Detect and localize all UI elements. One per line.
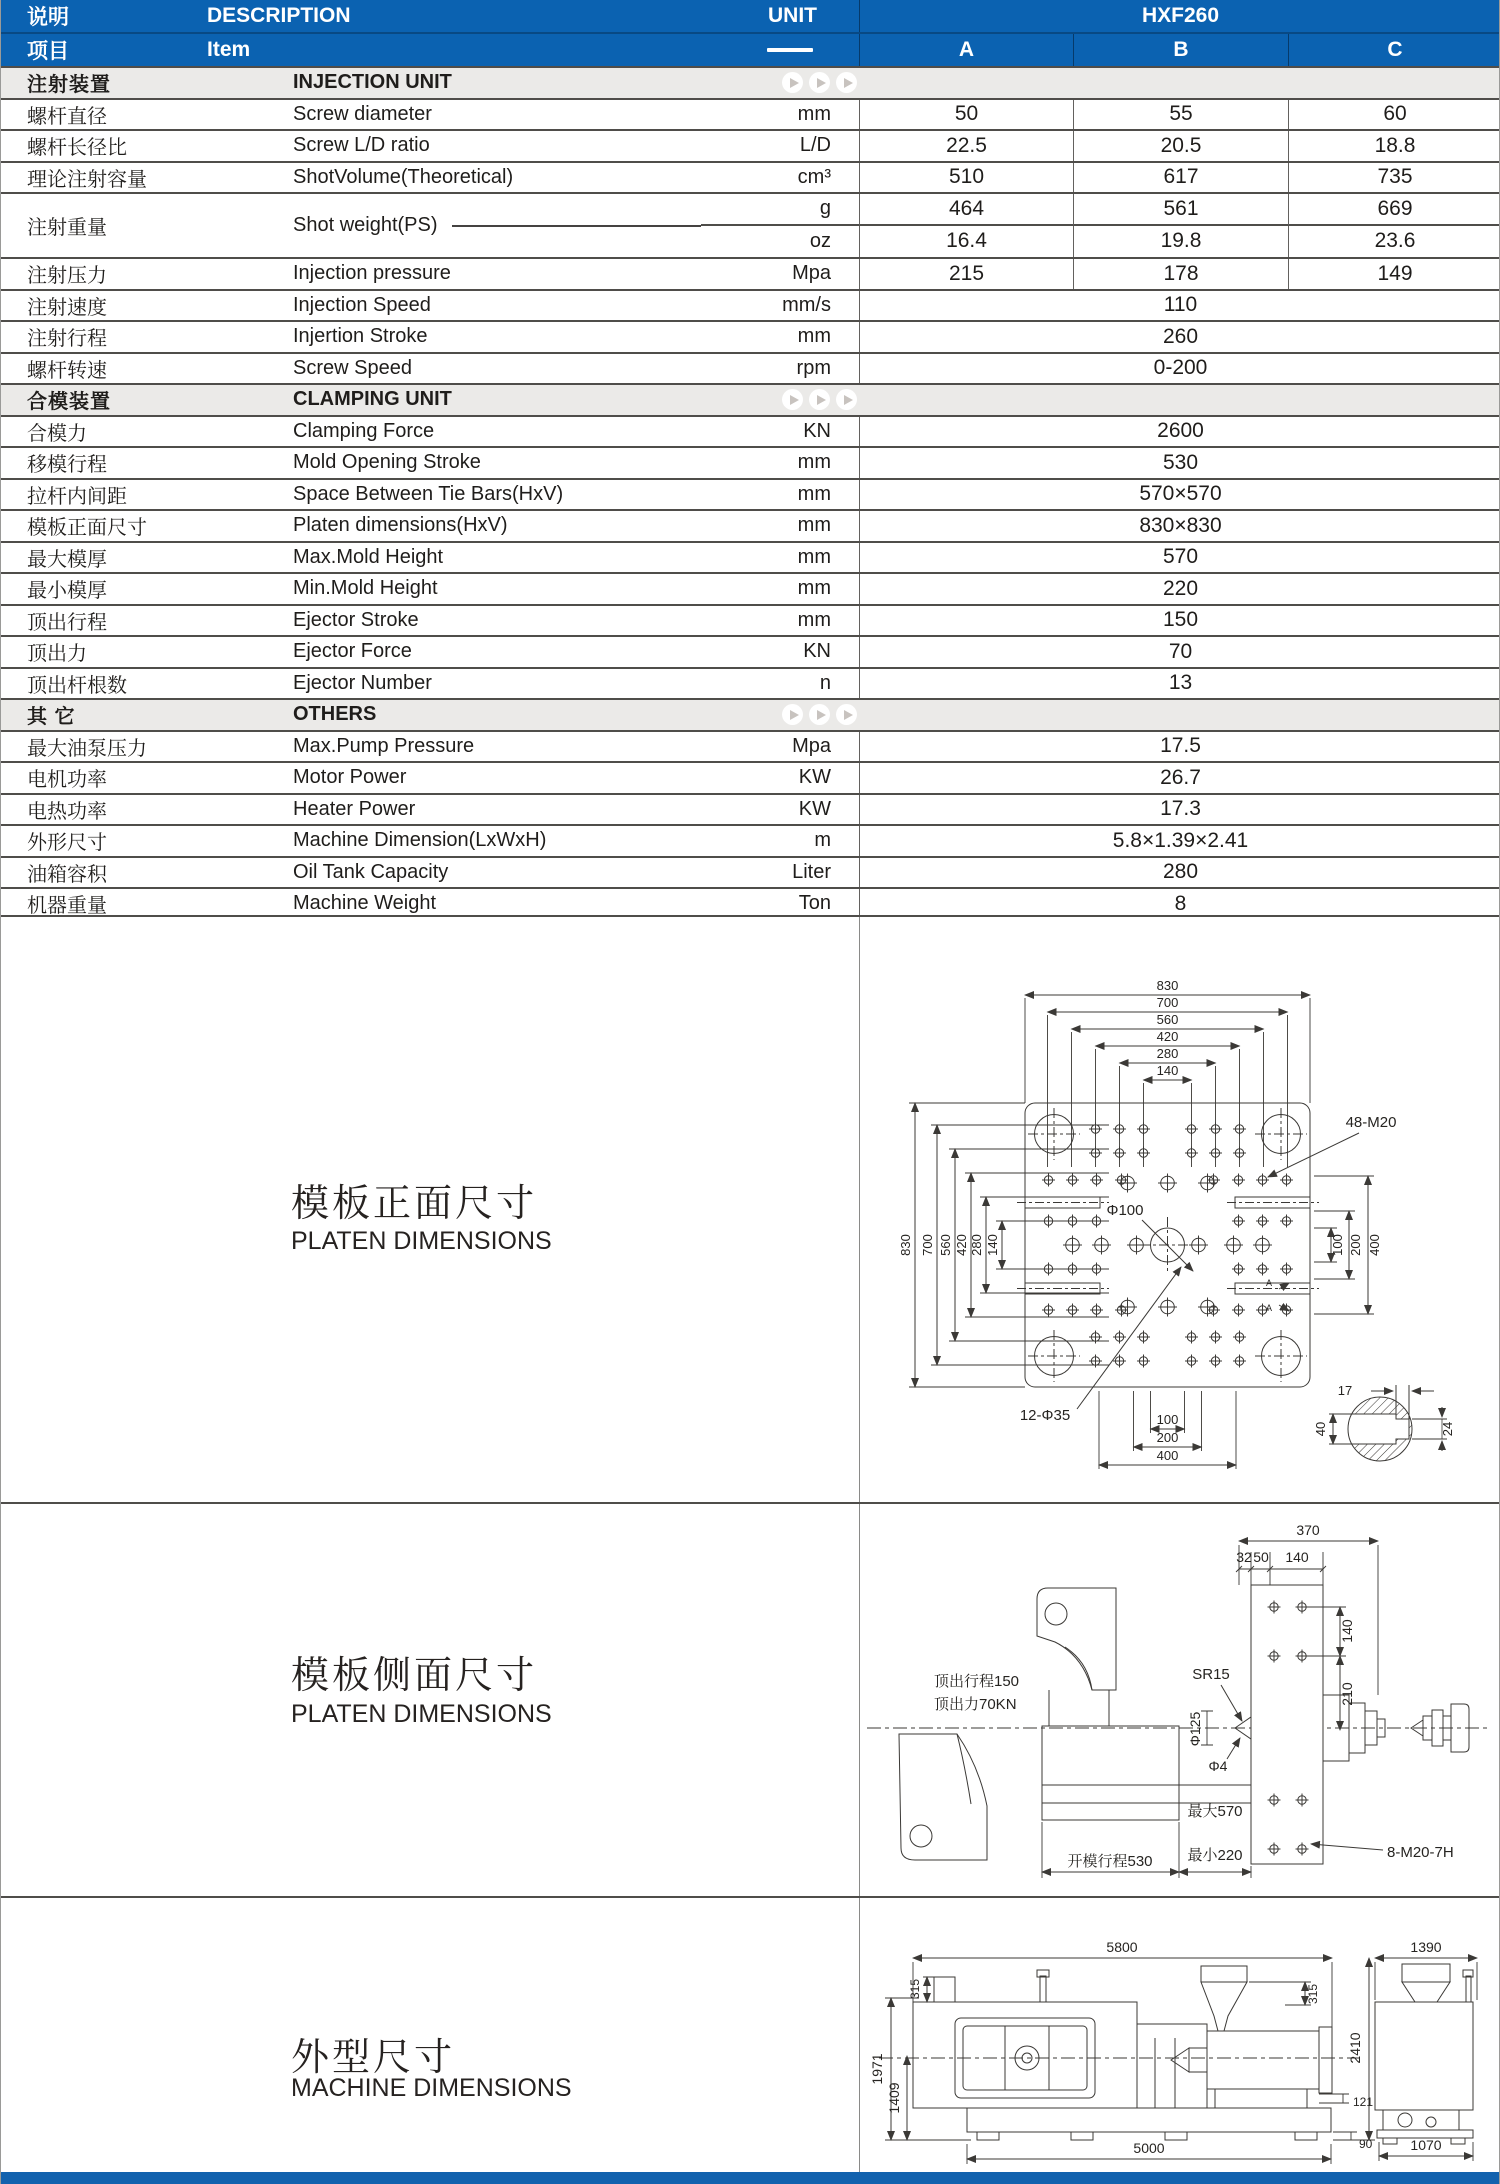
machine-dimensions-drawing bbox=[859, 1898, 1500, 2172]
dim-121: 121 bbox=[1353, 2095, 1374, 2109]
row-label-zh: 注射重量 bbox=[27, 217, 107, 239]
platen-side-section bbox=[1, 1502, 1500, 1896]
dim-5800: 5800 bbox=[1106, 1939, 1138, 1955]
dim-top-280: 280 bbox=[1156, 1045, 1179, 1061]
header-col-c: C bbox=[1288, 34, 1500, 66]
callout-phi100: Φ100 bbox=[1106, 1201, 1144, 1219]
section-injection-unit bbox=[1, 66, 1500, 98]
value-c: 735 bbox=[1288, 163, 1500, 193]
row-unit: rpm bbox=[796, 356, 831, 379]
machine-geometry bbox=[879, 1964, 1473, 2144]
row-label-en: Injertion Stroke bbox=[293, 325, 428, 348]
row-label-en: Mold Opening Stroke bbox=[293, 451, 481, 474]
row-label-zh: 机器重量 bbox=[27, 895, 107, 918]
row-label-zh: 注射速度 bbox=[27, 296, 107, 319]
row-label-zh: 拉杆内间距 bbox=[27, 485, 127, 508]
section-label-zh: 注射装置 bbox=[27, 74, 111, 97]
row-unit: mm bbox=[797, 545, 831, 568]
row-unit: mm bbox=[797, 577, 831, 600]
dim-210: 210 bbox=[1339, 1682, 1355, 1706]
row-label-zh: 理论注射容量 bbox=[27, 168, 147, 191]
value-span: 17.5 bbox=[859, 732, 1500, 762]
row-unit: L/D bbox=[799, 134, 831, 157]
row-label-en: Ejector Stroke bbox=[293, 608, 419, 631]
row-label-en: Motor Power bbox=[293, 766, 407, 789]
table-row bbox=[1, 98, 1500, 130]
value-span: 280 bbox=[859, 858, 1500, 888]
callout-leaders bbox=[1077, 1133, 1359, 1409]
row-label-zh: 最大油泵压力 bbox=[27, 737, 147, 760]
table-row bbox=[1, 289, 1500, 321]
row-unit: Liter bbox=[792, 860, 831, 883]
row-unit: mm bbox=[797, 325, 831, 348]
row-label-en: Injection pressure bbox=[293, 262, 451, 285]
row-unit: m bbox=[814, 829, 831, 852]
section-clamping-unit bbox=[1, 383, 1500, 415]
table-row bbox=[1, 824, 1500, 856]
row-label-zh: 顶出行程 bbox=[27, 611, 107, 634]
dim-right-400: 400 bbox=[1367, 1233, 1382, 1256]
table-row-shot-weight bbox=[1, 192, 1500, 257]
row-label-en: Machine Dimension(LxWxH) bbox=[293, 829, 547, 852]
value-b: 561 bbox=[1073, 194, 1288, 226]
row-label-zh: 顶出杆根数 bbox=[27, 674, 127, 697]
diagram-title-zh: 外型尺寸 bbox=[291, 2037, 456, 2079]
section-mark-a1: A bbox=[1265, 1277, 1273, 1288]
row-label-zh: 最大模厚 bbox=[27, 548, 107, 571]
leader-line bbox=[452, 225, 701, 227]
row-label-en: Min.Mold Height bbox=[293, 577, 438, 600]
dimension-lines bbox=[915, 995, 1368, 1465]
label-phi4: Φ4 bbox=[1208, 1758, 1228, 1774]
dim-top-560: 560 bbox=[1156, 1011, 1179, 1027]
table-row bbox=[1, 161, 1500, 193]
row-unit: Mpa bbox=[792, 734, 831, 757]
value-span: 13 bbox=[859, 669, 1500, 699]
row-unit: KN bbox=[803, 419, 831, 442]
row-label-zh: 最小模厚 bbox=[27, 580, 107, 603]
label-sr15: SR15 bbox=[1192, 1666, 1230, 1683]
dim-left-420: 420 bbox=[954, 1233, 969, 1256]
dim-right-100: 100 bbox=[1330, 1233, 1345, 1256]
row-label-en: Ejector Force bbox=[293, 640, 412, 663]
row-unit-g: g bbox=[701, 194, 859, 226]
row-label-zh: 螺杆长径比 bbox=[27, 137, 127, 160]
section-label-zh: 其 它 bbox=[27, 706, 76, 729]
machine-extension-lines bbox=[885, 1962, 1477, 2164]
dim-top-420: 420 bbox=[1156, 1028, 1179, 1044]
callout-48-M20: 48-M20 bbox=[1345, 1113, 1397, 1131]
dim-left-830: 830 bbox=[898, 1233, 913, 1256]
row-label-en: Screw diameter bbox=[293, 102, 432, 125]
diagram-title-zh: 模板侧面尺寸 bbox=[291, 1655, 538, 1697]
section-label-en: CLAMPING UNIT bbox=[293, 388, 452, 411]
chevrons-icon bbox=[782, 389, 859, 410]
chevrons-icon bbox=[782, 704, 859, 725]
machine-dimensions-section bbox=[1, 1896, 1500, 2172]
row-unit: Ton bbox=[798, 892, 831, 915]
platen-side-label-pane bbox=[1, 1504, 860, 1896]
value-span: 830×830 bbox=[859, 511, 1500, 541]
platen-side-drawing bbox=[859, 1504, 1500, 1896]
dim-top-700: 700 bbox=[1156, 994, 1179, 1010]
value-span: 70 bbox=[859, 637, 1500, 667]
value-a: 215 bbox=[859, 259, 1073, 289]
dim-1409: 1409 bbox=[886, 2082, 902, 2114]
dim-2410: 2410 bbox=[1347, 2032, 1363, 2064]
row-label-zh: 注射压力 bbox=[27, 265, 107, 288]
header-col-a: A bbox=[859, 34, 1073, 66]
dim-bottom-200: 200 bbox=[1156, 1429, 1179, 1445]
value-span: 8 bbox=[859, 889, 1500, 919]
header-item: Item bbox=[207, 38, 251, 61]
value-span: 17.3 bbox=[859, 795, 1500, 825]
value-span: 2600 bbox=[859, 417, 1500, 447]
value-span: 570×570 bbox=[859, 480, 1500, 510]
row-unit: cm³ bbox=[797, 165, 831, 188]
row-label-en: ShotVolume(Theoretical) bbox=[293, 165, 514, 188]
table-row bbox=[1, 856, 1500, 888]
dim-left-560: 560 bbox=[938, 1233, 953, 1256]
label-min-220: 最小220 bbox=[1187, 1847, 1243, 1864]
row-label-zh: 电机功率 bbox=[27, 769, 107, 792]
dimension-labels bbox=[898, 978, 1455, 1463]
side-dimension-lines bbox=[1042, 1541, 1378, 1872]
row-label-en: Platen dimensions(HxV) bbox=[293, 514, 508, 537]
dim-370: 370 bbox=[1296, 1522, 1320, 1538]
row-label-zh: 螺杆转速 bbox=[27, 359, 107, 382]
dim-140-right: 140 bbox=[1339, 1619, 1355, 1643]
table-row bbox=[1, 129, 1500, 161]
row-label-en bbox=[281, 214, 701, 237]
row-unit: Mpa bbox=[792, 262, 831, 285]
table-row bbox=[1, 415, 1500, 447]
dim-top-140: 140 bbox=[1156, 1062, 1179, 1078]
header-model: HXF260 bbox=[859, 0, 1500, 32]
section-mark-a2: A bbox=[1265, 1302, 1273, 1313]
dim-1971: 1971 bbox=[869, 2053, 885, 2085]
value-span: 220 bbox=[859, 574, 1500, 604]
value-c: 18.8 bbox=[1288, 131, 1500, 161]
header-col-b: B bbox=[1073, 34, 1288, 66]
row-label-zh: 螺杆直径 bbox=[27, 105, 107, 128]
row-label-en: Oil Tank Capacity bbox=[293, 860, 449, 883]
spec-table bbox=[1, 0, 1500, 919]
table-row bbox=[1, 635, 1500, 667]
diagram-title-en: PLATEN DIMENSIONS bbox=[291, 1226, 552, 1255]
value-b: 55 bbox=[1073, 100, 1288, 130]
platen-front-label-pane bbox=[1, 917, 860, 1503]
table-row bbox=[1, 667, 1500, 699]
dim-right-200: 200 bbox=[1348, 1233, 1363, 1256]
table-header-row-2 bbox=[1, 32, 1500, 66]
row-label-en: Heater Power bbox=[293, 797, 416, 820]
dim-32: 32 bbox=[1236, 1549, 1252, 1565]
chevrons-icon bbox=[782, 72, 859, 93]
extension-lines bbox=[909, 998, 1374, 1469]
header-zh-2: 项目 bbox=[27, 40, 69, 63]
diagram-title-en: MACHINE DIMENSIONS bbox=[291, 2074, 572, 2102]
row-unit: KN bbox=[803, 640, 831, 663]
dim-315-left: 315 bbox=[908, 1978, 922, 2000]
value-b: 617 bbox=[1073, 163, 1288, 193]
value-a: 22.5 bbox=[859, 131, 1073, 161]
row-label-en: Max.Mold Height bbox=[293, 545, 444, 568]
value-a: 510 bbox=[859, 163, 1073, 193]
table-row bbox=[1, 320, 1500, 352]
row-label-zh: 模板正面尺寸 bbox=[27, 517, 147, 540]
section-others bbox=[1, 698, 1500, 730]
value-span: 570 bbox=[859, 543, 1500, 573]
label-max-570: 最大570 bbox=[1187, 1803, 1243, 1820]
row-unit: mm bbox=[797, 482, 831, 505]
side-labels bbox=[934, 1522, 1454, 1870]
dim-top-830: 830 bbox=[1156, 977, 1179, 993]
row-label-en: Ejector Number bbox=[293, 671, 432, 694]
plate-geometry bbox=[1017, 1103, 1319, 1387]
shot-weight-text: Shot weight(PS) bbox=[293, 214, 438, 236]
row-label-en: Space Between Tie Bars(HxV) bbox=[293, 482, 564, 505]
value-b: 19.8 bbox=[1073, 226, 1288, 258]
detail-dim-24: 24 bbox=[1440, 1421, 1455, 1436]
table-row bbox=[1, 793, 1500, 825]
unit-dash bbox=[767, 48, 813, 52]
label-ejector-stroke: 顶出行程150 bbox=[934, 1673, 1020, 1690]
value-span: 0-200 bbox=[859, 354, 1500, 384]
table-row bbox=[1, 572, 1500, 604]
table-row bbox=[1, 604, 1500, 636]
row-label-en: Injection Speed bbox=[293, 293, 431, 316]
side-geometry bbox=[867, 1585, 1489, 1864]
platen-front-drawing bbox=[859, 917, 1500, 1502]
row-label-en: Max.Pump Pressure bbox=[293, 734, 475, 757]
label-phi125: Φ125 bbox=[1187, 1711, 1203, 1747]
row-label-zh: 油箱容积 bbox=[27, 863, 107, 886]
row-unit: mm bbox=[797, 514, 831, 537]
value-a: 464 bbox=[859, 194, 1073, 226]
table-row bbox=[1, 478, 1500, 510]
value-c: 669 bbox=[1288, 194, 1500, 226]
dim-5000: 5000 bbox=[1133, 2140, 1165, 2156]
dim-50: 50 bbox=[1253, 1549, 1269, 1565]
detail-dim-17: 17 bbox=[1337, 1382, 1353, 1398]
callout-12-phi35: 12-Φ35 bbox=[1019, 1406, 1071, 1424]
row-unit-oz: oz bbox=[809, 229, 831, 252]
value-a: 50 bbox=[859, 100, 1073, 130]
value-span: 110 bbox=[859, 291, 1500, 321]
row-label-en: Machine Weight bbox=[293, 892, 437, 915]
table-row bbox=[1, 257, 1500, 289]
row-label-en: Screw Speed bbox=[293, 356, 412, 379]
row-label-zh: 外形尺寸 bbox=[27, 832, 107, 855]
section-label-en: INJECTION UNIT bbox=[293, 71, 452, 94]
diagrams-area bbox=[1, 915, 1500, 2173]
table-row bbox=[1, 541, 1500, 573]
row-unit: mm/s bbox=[782, 293, 831, 316]
label-8-M20-7H: 8-M20-7H bbox=[1387, 1844, 1454, 1861]
header-description: DESCRIPTION bbox=[207, 4, 351, 27]
row-unit: KW bbox=[798, 766, 831, 789]
dim-315-right: 315 bbox=[1306, 1983, 1320, 2005]
row-unit: mm bbox=[797, 608, 831, 631]
row-label-zh: 电热功率 bbox=[27, 800, 107, 823]
value-span: 5.8×1.39×2.41 bbox=[859, 826, 1500, 856]
dim-90: 90 bbox=[1359, 2137, 1373, 2151]
row-unit: mm bbox=[797, 102, 831, 125]
row-unit: n bbox=[819, 671, 831, 694]
value-b: 178 bbox=[1073, 259, 1288, 289]
dim-bottom-100: 100 bbox=[1156, 1411, 1179, 1427]
table-row bbox=[1, 761, 1500, 793]
dim-left-280: 280 bbox=[969, 1233, 984, 1256]
row-label-zh: 移模行程 bbox=[27, 454, 107, 477]
label-opening-stroke: 开模行程530 bbox=[1067, 1853, 1153, 1870]
value-a: 16.4 bbox=[859, 226, 1073, 258]
value-span: 260 bbox=[859, 322, 1500, 352]
value-c: 60 bbox=[1288, 100, 1500, 130]
value-b: 20.5 bbox=[1073, 131, 1288, 161]
value-c: 23.6 bbox=[1288, 226, 1500, 258]
row-label-zh: 合模力 bbox=[27, 422, 87, 445]
row-label-zh: 顶出力 bbox=[27, 643, 87, 666]
row-label-en: Clamping Force bbox=[293, 419, 435, 442]
row-label-zh: 注射行程 bbox=[27, 328, 107, 351]
side-extension-lines bbox=[1042, 1545, 1378, 1878]
dim-1070: 1070 bbox=[1410, 2137, 1442, 2153]
table-header-row-1 bbox=[1, 0, 1500, 32]
value-span: 530 bbox=[859, 448, 1500, 478]
section-label-zh: 合模装置 bbox=[27, 391, 111, 414]
bottom-accent-bar bbox=[1, 2172, 1499, 2184]
dim-1390: 1390 bbox=[1410, 1939, 1442, 1955]
table-row bbox=[1, 446, 1500, 478]
value-c: 149 bbox=[1288, 259, 1500, 289]
table-row bbox=[1, 509, 1500, 541]
dim-left-140: 140 bbox=[985, 1233, 1000, 1256]
label-ejector-force: 顶出力70KN bbox=[934, 1696, 1017, 1713]
row-unit: KW bbox=[798, 797, 831, 820]
header-unit: UNIT bbox=[768, 4, 817, 27]
dim-left-700: 700 bbox=[920, 1233, 935, 1256]
diagram-title-zh: 模板正面尺寸 bbox=[291, 1182, 538, 1225]
dim-140-top: 140 bbox=[1285, 1549, 1309, 1565]
row-unit: mm bbox=[797, 451, 831, 474]
dim-bottom-400: 400 bbox=[1156, 1447, 1179, 1463]
section-label-en: OTHERS bbox=[293, 703, 377, 726]
row-label-en: Screw L/D ratio bbox=[293, 134, 430, 157]
header-zh-1: 说明 bbox=[27, 6, 69, 29]
value-span: 26.7 bbox=[859, 763, 1500, 793]
diagram-title-en: PLATEN DIMENSIONS bbox=[291, 1700, 552, 1728]
table-row bbox=[1, 730, 1500, 762]
value-span: 150 bbox=[859, 606, 1500, 636]
machine-dim-label-pane bbox=[1, 1898, 860, 2172]
platen-front-section bbox=[1, 915, 1500, 1503]
table-row bbox=[1, 352, 1500, 384]
detail-dim-40: 40 bbox=[1313, 1421, 1328, 1436]
